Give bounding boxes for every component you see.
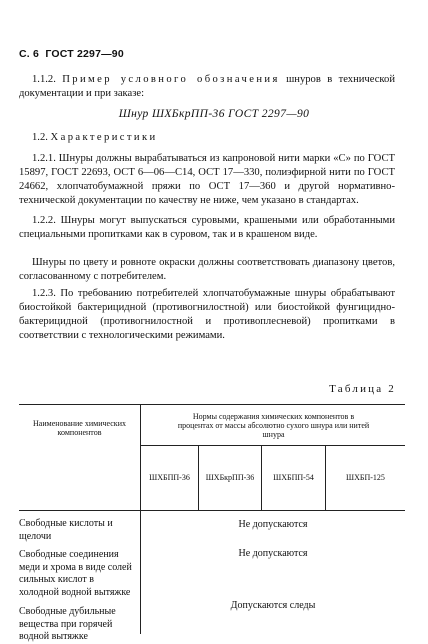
paragraph-1-2-1: 1.2.1. Шнуры должны вырабатываться из капроновой нити марки «С» по ГОСТ 15897, ГОСТ 22693, ОСТ 6—06—С14, ОСТ 17—330, полиэфирной нити по ГОСТ 24662, хлопчатобумажной пряжи по ОСТ 17—360 и другой нормативно-технической документации по качеству не ниже, чем указано в стандартах. xyxy=(19,153,395,206)
type-header-1: ШХБПП-36 xyxy=(149,473,190,482)
table-row-value: Не допускаются xyxy=(238,519,308,530)
table-row-value: Не допускаются xyxy=(238,548,308,559)
table-top-rule xyxy=(19,404,405,405)
table-row-value: Допускаются следы xyxy=(230,600,316,611)
table-row-name: Свободные кислоты и щелочи xyxy=(19,518,113,542)
type-header-2: ШХБкрПП-36 xyxy=(205,473,255,482)
table-caption: Таблица 2 xyxy=(329,383,396,395)
table-divider-name xyxy=(140,404,141,510)
table-subheader-rule xyxy=(140,445,405,446)
page-header xyxy=(19,48,124,60)
table-header-rule xyxy=(19,510,405,511)
table-row-name: Свободные дубильные вещества при горячей водной вытяжке xyxy=(19,606,116,642)
page-number: С. 6 xyxy=(19,48,40,60)
paragraph-color: Шнуры по цвету и ровноте окраски должны соответствовать диапазону цветов, согласованному с потребителем. xyxy=(19,257,395,282)
designation-example: Шнур ШХБкрПП-36 ГОСТ 2297—90 xyxy=(118,108,310,120)
column-header-name: Наименование химических компонентов xyxy=(33,419,126,437)
column-header-norms: Нормы содержания химических компонентов в процентах от массы абсолютно сухого шнура или нитей шнура xyxy=(177,412,370,439)
table-row-name: Свободные соединения меди и хрома в виде солей сильных кислот в холодной водной вытяжке xyxy=(19,549,132,598)
paragraph-1-2-2: 1.2.2. Шнуры могут выпускаться суровыми, крашеными или обработанными специальными пропитками как в суровом, так и в крашеном виде. xyxy=(19,215,395,240)
doc-code: ГОСТ 2297—90 xyxy=(45,48,124,60)
paragraph-1-2-3: 1.2.3. По требованию потребителей хлопчатобумажные шнуры обрабатывают биостойкой бактерицидной (противогнилостной) или биостойкой фунгицидно-бактерицидной (противогнилостной и противоплесневой) пропитками в соответствии с технологическими режимами. xyxy=(19,288,395,341)
type-header-3: ШХБПП-54 xyxy=(273,473,314,482)
type-header-4: ШХБП-125 xyxy=(346,473,385,482)
section-title-1-2: 1.2. Характеристики xyxy=(32,132,158,143)
paragraph-1-1-2: 1.1.2. Пример условного обозначения шнуров в технической документации и при заказе: xyxy=(19,74,395,99)
